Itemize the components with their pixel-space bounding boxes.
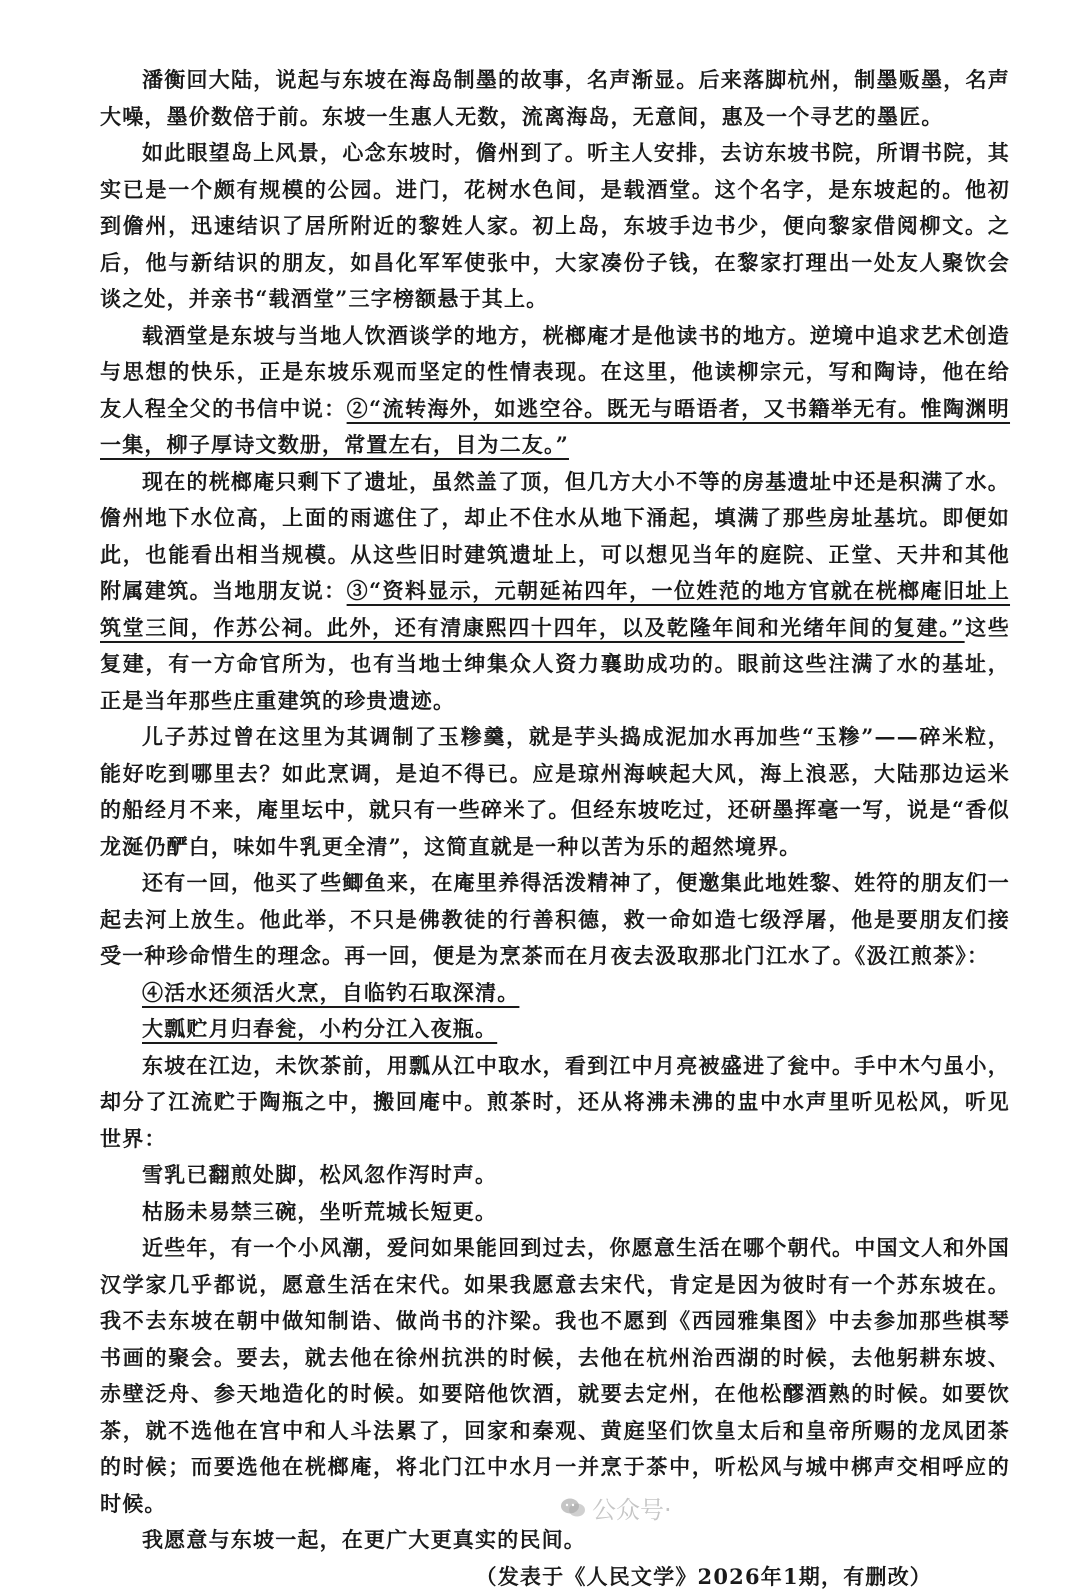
paragraph-7: 东坡在江边，未饮茶前，用瓢从江中取水，看到江中月亮被盛进了瓮中。手中木勺虽小，却分了江流贮于陶瓶之中，搬回庵中。煎茶时，还从将沸未沸的盅中水声里听见松风，听见世界： xyxy=(100,1048,1010,1158)
poem-1-line-2 xyxy=(100,1011,1010,1048)
wechat-icon xyxy=(560,1497,586,1519)
paragraph-4-text: 现在的桄榔庵只剩下了遗址，虽然盖了顶，但几方大小不等的房基遗址中还是积满了水。儋州地下水位高，上面的雨遮住了，却止不住水从地下涌起，填满了那些房址基坑。即便如此，也能看出相当规模。从这些旧时建筑遗址上，可以想见当年的庭院、正堂、天井和其他附属建筑。当地朋友说： xyxy=(100,469,1010,604)
paragraph-4-after: 这些复建，有一方命官所为，也有当地士绅集众人资力襄助成功的。眼前这些注满了水的基址，正是当年那些庄重建筑的珍贵遗迹。 xyxy=(100,615,1010,713)
paragraph-3 xyxy=(100,318,1010,464)
paragraph-9: 我愿意与东坡一起，在更广大更真实的民间。 xyxy=(100,1522,1010,1559)
watermark xyxy=(560,1490,672,1525)
source-citation: （发表于《人民文学》2026年1期，有删改） xyxy=(100,1559,1010,1595)
poem-2-line-1: 雪乳已翻煎处脚，松风忽作泻时声。 xyxy=(100,1157,1010,1194)
paragraph-8: 近些年，有一个小风潮，爱问如果能回到过去，你愿意生活在哪个朝代。中国文人和外国汉学家几乎都说，愿意生活在宋代。如果我愿意去宋代，肯定是因为彼时有一个苏东坡在。我不去东坡在朝中做知制诰、做尚书的汴梁。我也不愿到《西园雅集图》中去参加那些棋琴书画的聚会。要去，就去他在徐州抗洪的时候，去他在杭州治西湖的时候，去他躬耕东坡、赤壁泛舟、参天地造化的时候。如要陪他饮酒，就要去定州，在他松醪酒熟的时候。如要饮茶，就不选他在宫中和人斗法累了，回家和秦观、黄庭坚们饮皇太后和皇帝所赐的龙凤团茶的时候；而要选他在桄榔庵，将北门江中水月一并烹于茶中，听松风与城中梆声交相呼应的时候。 xyxy=(100,1230,1010,1522)
poem-1-line-1-text: ④活水还须活火烹，自临钓石取深清。 xyxy=(142,980,519,1005)
paragraph-4 xyxy=(100,464,1010,720)
poem-1-line-1 xyxy=(100,975,1010,1012)
poem-2-line-2: 枯肠未易禁三碗，坐听荒城长短更。 xyxy=(100,1194,1010,1231)
paragraph-6: 还有一回，他买了些鲫鱼来，在庵里养得活泼精神了，便邀集此地姓黎、姓符的朋友们一起去河上放生。他此举，不只是佛教徒的行善积德，救一命如造七级浮屠，他是要朋友们接受一种珍命惜生的理念。再一回，便是为烹茶而在月夜去汲取那北门江水了。《汲江煎茶》： xyxy=(100,865,1010,975)
paragraph-1: 潘衡回大陆，说起与东坡在海岛制墨的故事，名声渐显。后来落脚杭州，制墨贩墨，名声大噪，墨价数倍于前。东坡一生惠人无数，流离海岛，无意间，惠及一个寻艺的墨匠。 xyxy=(100,62,1010,135)
paragraph-5: 儿子苏过曾在这里为其调制了玉糁羹，就是芋头捣成泥加水再加些“玉糁”——碎米粒，能好吃到哪里去？如此烹调，是迫不得已。应是琼州海峡起大风，海上浪恶，大陆那边运米的船经月不来，庵里坛中，就只有一些碎米了。但经东坡吃过，还研墨挥毫一写，说是“香似龙涎仍酽白，味如牛乳更全清”，这简直就是一种以苦为乐的超然境界。 xyxy=(100,719,1010,865)
quote-3-underlined: ③“资料显示，元朝延祐四年，一位姓范的地方官就在桄榔庵旧址上筑堂三间，作苏公祠。此外，还有清康熙四十四年，以及乾隆年间和光绪年间的复建。” xyxy=(100,578,1010,640)
paragraph-2: 如此眼望岛上风景，心念东坡时，儋州到了。听主人安排，去访东坡书院，所谓书院，其实已是一个颇有规模的公园。进门，花树水色间，是载酒堂。这个名字，是东坡起的。他初到儋州，迅速结识了居所附近的黎姓人家。初上岛，东坡手边书少，便向黎家借阅柳文。之后，他与新结识的朋友，如昌化军军使张中，大家凑份子钱，在黎家打理出一处友人聚饮会谈之处，并亲书“载酒堂”三字榜额悬于其上。 xyxy=(100,135,1010,318)
paragraph-3-text: 载酒堂是东坡与当地人饮酒谈学的地方，桄榔庵才是他读书的地方。逆境中追求艺术创造与思想的快乐，正是东坡乐观而坚定的性情表现。在这里，他读柳宗元，写和陶诗，他在给友人程全父的书信中说： xyxy=(100,323,1010,421)
poem-1-line-2-text: 大瓢贮月归春瓮，小杓分江入夜瓶。 xyxy=(142,1016,497,1041)
watermark-label: 公众号· xyxy=(592,1490,672,1525)
quote-2-underlined: ②“流转海外，如逃空谷。既无与晤语者，又书籍举无有。惟陶渊明一集，柳子厚诗文数册，常置左右，目为二友。” xyxy=(100,396,1010,458)
